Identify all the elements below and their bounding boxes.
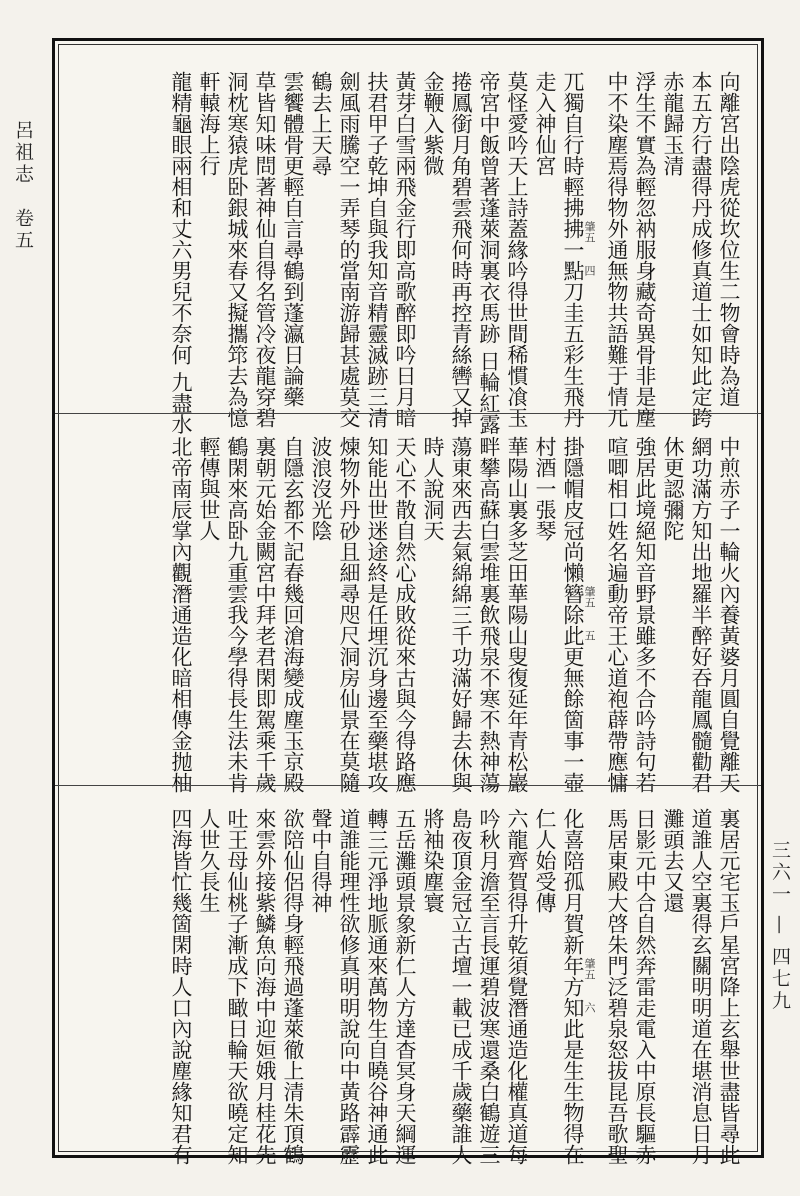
text-column: 四海皆忙幾箇閑時人口內說塵緣知君有 [169,808,193,1165]
text-column: 軒轅海上行 [197,71,221,176]
text-column: 向離宮出陰虎從坎位生二物會時為道 [717,71,741,407]
text-column: 休更認彌陀 [661,436,685,541]
text-column: 道誰人空裏得玄關明明道在堪消息日月 [689,808,713,1165]
text-column: 華陽山裏多芝田華陽山叟復延年青松巖 [505,436,529,793]
text-column: 中不染塵焉得物外通無物共語難于情兀 [605,71,629,428]
folio-mark: 肇五 四 [583,221,596,276]
text-column: 本五方行盡得丹成修真道士如知此定跨 [689,71,713,428]
margin-page-number: 三六一 — 四七九 [769,840,791,1013]
text-column: 煉物外丹砂且細尋咫尺洞房仙景在莫隨 [337,436,361,793]
text-column: 將袖染塵寰 [421,808,445,913]
text-column: 龍精龜眼兩相和丈六男兒不奈何 九盡水 [169,71,193,435]
text-column: 走入神仙宮 [533,71,557,176]
text-column: 帝宮中飯曾著蓬萊洞裏衣馬跡 日輪紅露 [477,71,501,435]
text-column: 化喜陪孤月賀新年方知此是生生物得在 [561,808,585,1165]
text-column: 聲中自得神 [309,808,333,913]
text-column: 村酒一張琴 [533,436,557,541]
text-column: 裏朝元始金闕宮中拜老君閑即駕乘千歲 [253,436,277,793]
text-column: 仁人始受傳 [533,808,557,913]
folio-mark: 肇五 六 [583,958,596,1013]
text-column: 雲饗體骨更輕自言尋鶴到蓬瀛日論藥 [281,71,305,407]
text-column: 灘頭去又還 [661,808,685,913]
text-column: 島夜頂金冠立古壇一載已成千歲藥誰人 [449,808,473,1165]
text-panel-1 [55,41,761,435]
text-column: 莫怪愛吟天上詩蓋緣吟得世間稀慣飡玉 [505,71,529,428]
text-column: 扶君甲子乾坤自與我知音精靈滅跡三清 [365,71,389,428]
text-column: 鶴去上天尋 [309,71,333,176]
text-column: 時人說洞天 [421,436,445,541]
text-column: 赤龍歸玉清 [661,71,685,176]
text-column: 波浪沒光陰 [309,436,333,541]
text-column: 捲鳳銜月角碧雲飛何時再控青絲轡又掉 [449,71,473,428]
text-column: 知能出世迷途終是任埋沉身邊至藥堪攻 [365,436,389,793]
text-column: 網功滿方知出地羅半醉好吞龍鳳髓勸君 [689,436,713,793]
text-column: 轉三元淨地脈通來萬物生自曉谷神通此 [365,808,389,1165]
text-column: 吟秋月澹至言長運碧波寒還桑白鶴遊三 [477,808,501,1165]
text-column: 來雲外接紫鱗魚向海中迎姮娥月桂花先 [253,808,277,1165]
text-column: 欲陪仙侶得身輕飛過蓬萊徹上清朱頂鶴 [281,808,305,1165]
text-column: 喧唧相口姓名遍動帝王心道袍薜帶應慵 [605,436,629,793]
text-column: 輕傳與世人 [197,436,221,541]
text-column: 五岳灘頭景象新仁人方達杳冥身天綱運 [393,808,417,1165]
text-column: 天心不散自然心成敗從來古與今得路應 [393,436,417,793]
text-column: 金鞭入紫微 [421,71,445,176]
text-column: 吐王母仙桃子漸成下瞰日輪天欲曉定知 [225,808,249,1165]
text-column: 鶴閑來高卧九重雲我今學得長生法未肯 [225,436,249,793]
text-column: 北帝南辰掌內觀潛通造化暗相傳金抛柚 [169,436,193,793]
text-column: 道誰能理性欲修真明明說向中黃路霹靂 [337,808,361,1165]
text-column: 六龍齊賀得升乾須覺潛通造化權真道每 [505,808,529,1165]
text-column: 草皆知味問著神仙自得名管冷夜龍穿碧 [253,71,277,428]
margin-title: 呂祖志 卷五 [12,120,34,252]
text-panel-2 [55,413,761,793]
text-column: 日影元中合自然奔雷走電入中原長驅赤 [633,808,657,1165]
folio-mark: 肇五 五 [583,586,596,641]
text-column: 裏居元宅玉戶星宮降上玄舉世盡皆尋此 [717,808,741,1165]
text-column: 自隱玄都不記春幾回滄海變成塵玉京殿 [281,436,305,793]
text-column: 掛隱帽皮冠尚懶簪除此更無餘箇事一壺 [561,436,585,793]
text-column: 強居此境絕知音野景雖多不合吟詩句若 [633,436,657,793]
text-column: 中煎赤子一輪火內養黃婆月圓自覺離天 [717,436,741,793]
text-column: 畔攀高蘇白雲堆裏飲飛泉不寒不熱神蕩 [477,436,501,793]
page-frame [52,38,764,1165]
text-column: 馬居東殿大啓朱門泛碧泉怒拔昆吾歌聖 [605,808,629,1165]
text-column: 蕩東來西去氣綿綿三千功滿好歸去休與 [449,436,473,793]
text-column: 洞枕寒猿虎卧銀城來春又擬攜筇去為憶 [225,71,249,428]
text-panel-3 [55,785,761,1165]
text-column: 人世久長生 [197,808,221,913]
text-column: 黃芽白雪兩飛金行即高歌醉即吟日月暗 [393,71,417,428]
text-column: 浮生不實為輕忽衲服身藏奇異骨非是塵 [633,71,657,428]
text-column: 劍風雨騰空一弄琴的當南游歸甚處莫交 [337,71,361,428]
text-column: 兀獨自行時輕拂拂一點刀圭五彩生飛丹 [561,71,585,428]
